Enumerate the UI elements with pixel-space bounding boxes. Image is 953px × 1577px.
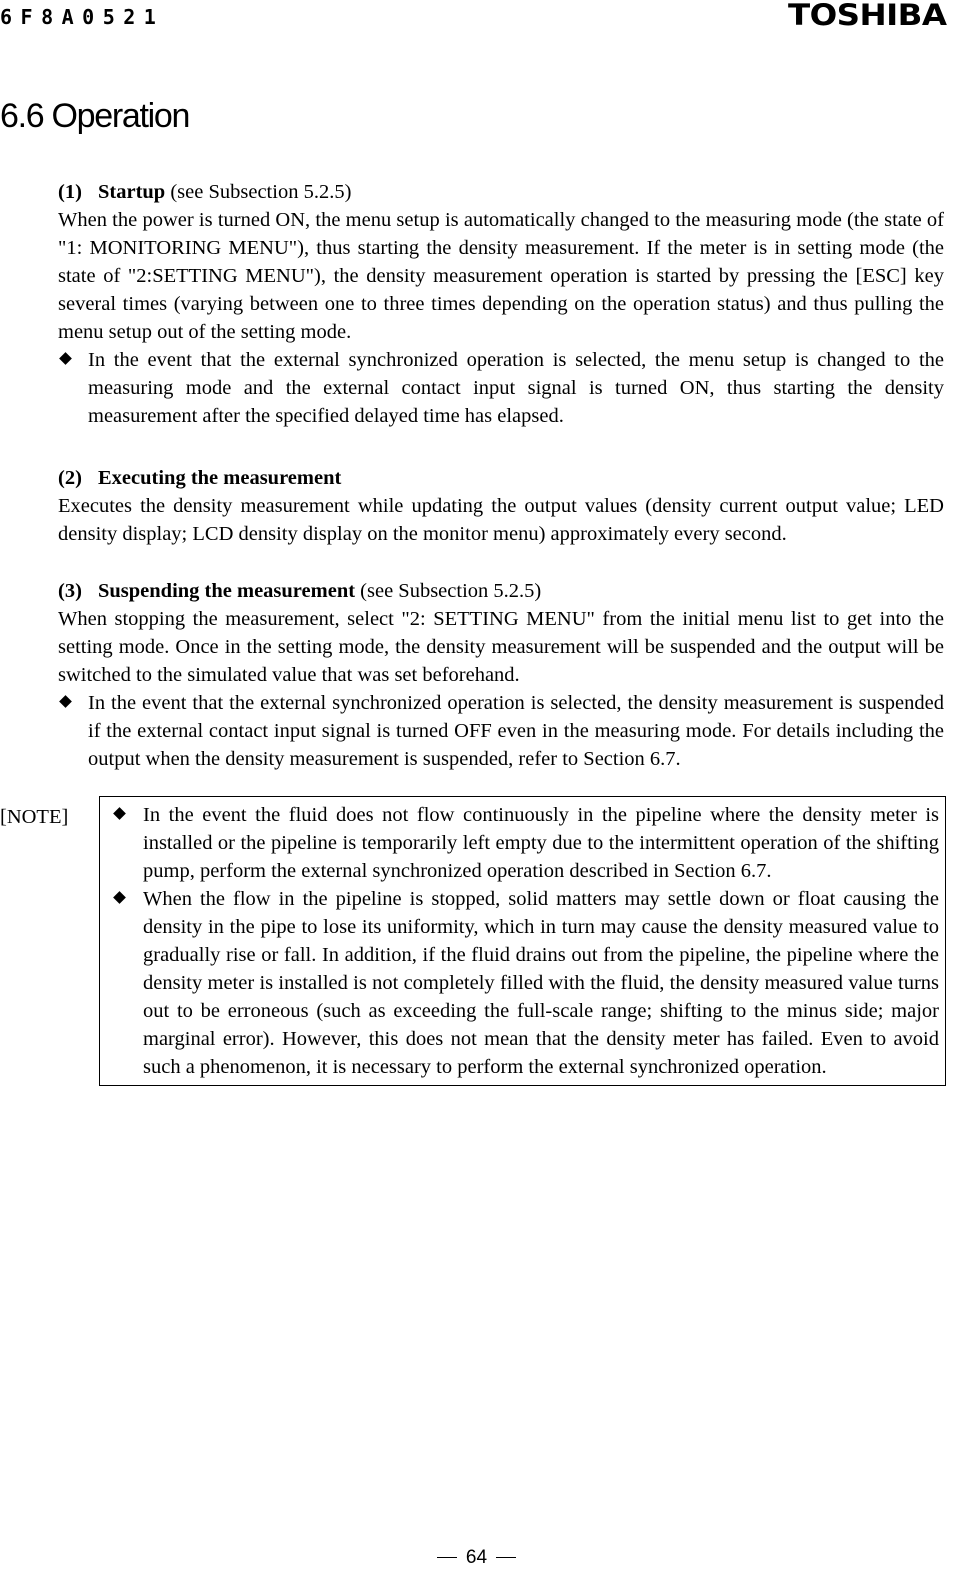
section-heading (58, 178, 944, 206)
note-box (99, 796, 946, 1086)
diamond-bullet-icon (114, 808, 126, 820)
bullet-item (58, 346, 944, 430)
section-number: (3) (58, 580, 82, 602)
section-heading (58, 577, 944, 605)
section-heading-text: Executing the measurement (98, 467, 342, 489)
bullet-text: In the event that the external synchronized operation is selected, the menu setup is changed to the measuring mode and the external contact input signal is turned ON, thus starting the density measurement after the specified delayed time has elapsed. (88, 349, 944, 427)
bullet-item (58, 689, 944, 773)
note-item (112, 801, 939, 885)
diamond-bullet-icon (60, 696, 72, 708)
section-startup (58, 178, 944, 430)
section-title: 6.6 Operation (0, 97, 190, 135)
section-suspending (58, 577, 944, 773)
dash-left (437, 1557, 457, 1558)
page-number (0, 1547, 953, 1569)
bullet-text: In the event that the external synchronized operation is selected, the density measurement is suspended if the external contact input signal is turned OFF even in the measuring mode. For details including the output when the density measurement is suspended, refer to Section 6.7. (88, 692, 944, 770)
section-paragraph: Executes the density measurement while updating the output values (density current output value; LED density display; LCD density display on the monitor menu) approximately every second. (58, 495, 944, 545)
diamond-bullet-icon (60, 353, 72, 365)
subsection-reference: (see Subsection 5.2.5) (165, 181, 352, 203)
dash-right (496, 1557, 516, 1558)
section-paragraph: When the power is turned ON, the menu setup is automatically changed to the measuring mode (the state of "1: MONITORING MENU"), thus starting the density measurement. If the meter is in setting mode (the state of "2:SETTING MENU"), the density measurement operation is started by pressing the [ESC] key several times (varying between one to three times depending on the operation status) and thus pulling the menu setup out of the setting mode. (58, 209, 944, 343)
section-executing (58, 464, 944, 548)
section-heading (58, 464, 944, 492)
section-heading-text: Suspending the measurement (98, 580, 356, 602)
note-item (112, 885, 939, 1081)
document-id: 6F8A0521 (0, 5, 165, 29)
note-label: [NOTE] (0, 806, 69, 828)
page-number-text: 64 (465, 1547, 488, 1568)
section-number: (2) (58, 467, 82, 489)
subsection-reference: (see Subsection 5.2.5) (355, 580, 542, 602)
section-heading-text: Startup (98, 181, 166, 203)
note-item-text: In the event the fluid does not flow continuously in the pipeline where the density meter is installed or the pipeline is temporarily left empty due to the intermittent operation of the shifting pump, perform the external synchronized operation described in Section 6.7. (143, 804, 939, 882)
section-number: (1) (58, 181, 82, 203)
toshiba-logo: TOSHIBA (787, 0, 946, 32)
note-item-text: When the flow in the pipeline is stopped, solid matters may settle down or float causing the density in the pipe to lose its uniformity, which in turn may cause the density measured value to gradually rise or fall. In addition, if the fluid drains out from the pipeline, the pipeline where the density meter is installed is not completely filled with the fluid, the density measured value turns out to be erroneous (such as exceeding the full-scale range; shifting to the minus side; major marginal error). However, this does not mean that the density meter has failed. Even to avoid such a phenomenon, it is necessary to perform the external synchronized operation. (143, 888, 939, 1078)
diamond-bullet-icon (114, 892, 126, 904)
section-paragraph: When stopping the measurement, select "2: SETTING MENU" from the initial menu list to get into the setting mode. Once in the setting mode, the density measurement will be suspended and the output will be switched to the simulated value that was set beforehand. (58, 608, 944, 686)
